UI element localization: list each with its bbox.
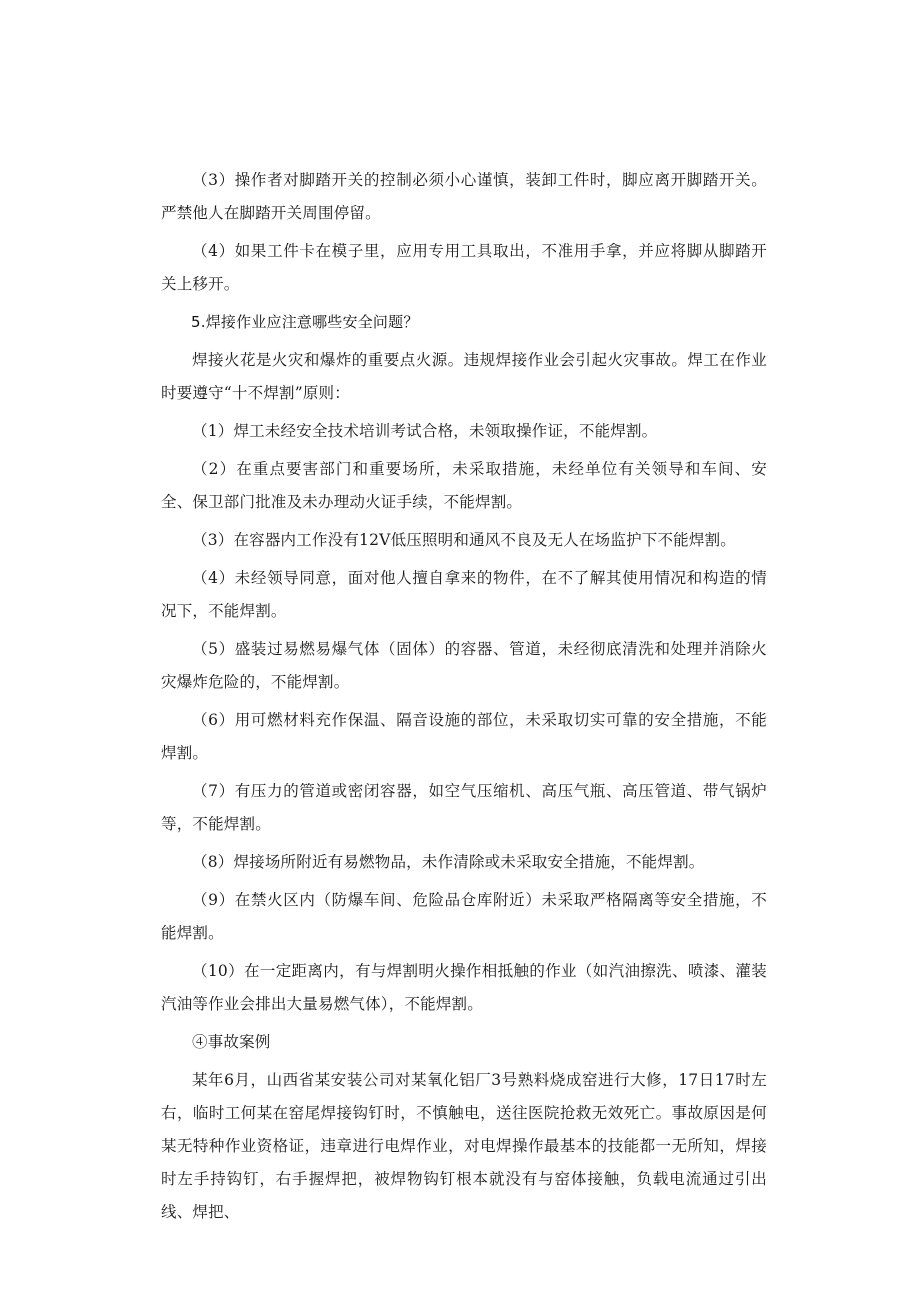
welding-rule-6: （6）用可燃材料充作保温、隔音设施的部位，未采取切实可靠的安全措施，不能焊割。 xyxy=(161,711,767,762)
press-safety-item-4: （4）如果工件卡在模子里，应用专用工具取出，不准用手拿，并应将脚从脚踏开关上移开。 xyxy=(161,242,767,293)
welding-safety-heading: 5.焊接作业应注意哪些安全问题？ xyxy=(191,313,419,331)
welding-rule-10: （10）在一定距离内，有与焊割明火操作相抵触的作业（如汽油擦洗、喷漆、灌装汽油等作业会排出大量易燃气体），不能焊割。 xyxy=(161,962,767,1013)
welding-rule-3: （3）在容器内工作没有12V低压照明和通风不良及无人在场监护下不能焊割。 xyxy=(192,531,736,549)
welding-rule-7: （7）有压力的管道或密闭容器，如空气压缩机、高压气瓶、高压管道、带气锅炉等，不能焊割。 xyxy=(161,782,767,833)
accident-case-body: 某年6月，山西省某安装公司对某氧化铝厂3号熟料烧成窑进行大修，17日17时左右，临时工何某在窑尾焊接钩钉时，不慎触电，送往医院抢救无效死亡。事故原因是何某无特种作业资格证，违章进行电焊作业，对电焊操作最基本的技能都一无所知，焊接时左手持钩钉，右手握焊把，被焊物钩钉根本就没有与窑体接触，负载电流通过引出线、焊把、 xyxy=(161,1071,767,1221)
welding-rule-9: （9）在禁火区内（防爆车间、危险品仓库附近）未采取严格隔离等安全措施，不能焊割。 xyxy=(161,891,767,942)
welding-rule-1: （1）焊工未经安全技术培训考试合格，未领取操作证，不能焊割。 xyxy=(192,422,658,440)
welding-rule-4: （4）未经领导同意，面对他人擅自拿来的物件，在不了解其使用情况和构造的情况下，不能焊割。 xyxy=(161,569,767,620)
document-page xyxy=(161,164,767,1234)
welding-rule-5: （5）盛装过易燃易爆气体（固体）的容器、管道，未经彻底清洗和处理并消除火灾爆炸危险的，不能焊割。 xyxy=(161,640,767,691)
accident-case-heading: ④事故案例 xyxy=(192,1033,271,1051)
welding-rule-8: （8）焊接场所附近有易燃物品，未作清除或未采取安全措施，不能焊割。 xyxy=(192,853,705,871)
welding-rule-2: （2）在重点要害部门和重要场所，未采取措施，未经单位有关领导和车间、安全、保卫部门批准及未办理动火证手续，不能焊割。 xyxy=(161,460,767,511)
press-safety-item-3: （3）操作者对脚踏开关的控制必须小心谨慎，装卸工件时，脚应离开脚踏开关。严禁他人在脚踏开关周围停留。 xyxy=(161,171,767,222)
welding-intro-paragraph: 焊接火花是火灾和爆炸的重要点火源。违规焊接作业会引起火灾事故。焊工在作业时要遵守“十不焊割”原则： xyxy=(161,351,767,402)
